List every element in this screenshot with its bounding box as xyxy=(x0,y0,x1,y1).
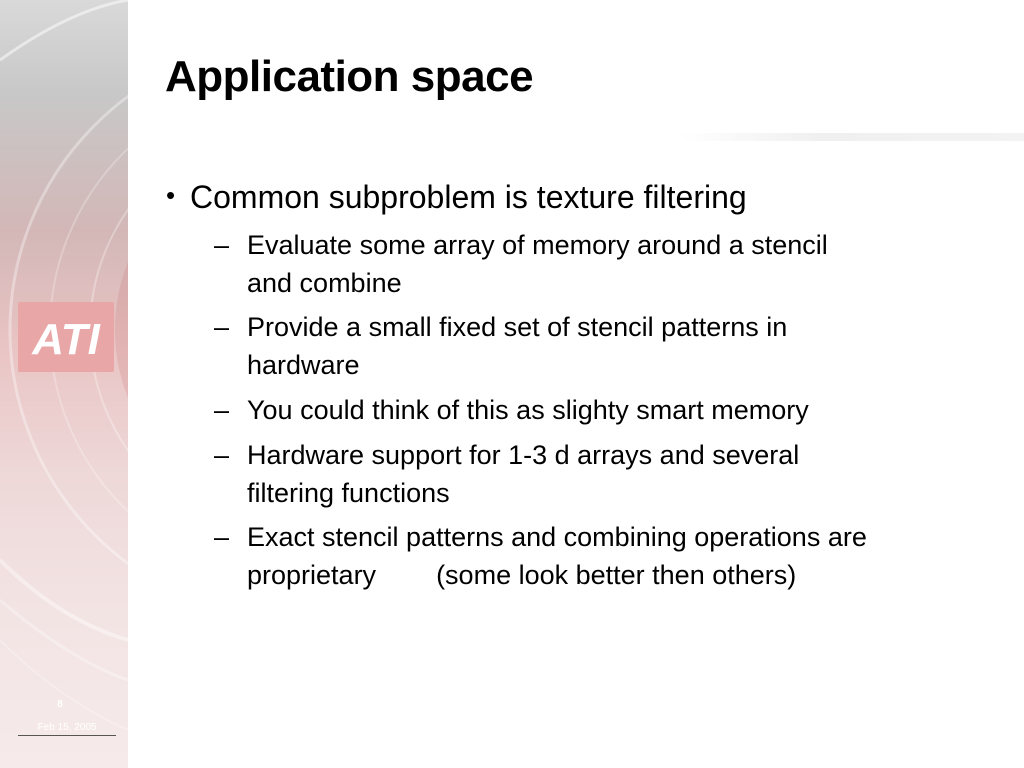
sub-item-dash: – xyxy=(214,440,230,470)
sub-item-line: Exact stencil patterns and combining operations are xyxy=(247,522,867,552)
sub-item xyxy=(247,436,977,512)
sub-item-line: Evaluate some array of memory around a stencil xyxy=(247,230,828,260)
slide-date: Feb 15, 2005 xyxy=(18,722,116,736)
sub-item-line: and combine xyxy=(247,268,402,298)
sub-item-line: Provide a small fixed set of stencil patterns in xyxy=(247,312,788,342)
svg-text:ATI: ATI xyxy=(32,315,100,364)
sub-item xyxy=(247,226,977,302)
sub-item-dash: – xyxy=(214,395,230,425)
sub-item xyxy=(247,391,977,429)
bullet-text: Common subproblem is texture filtering xyxy=(190,179,747,215)
slide-number: 8 xyxy=(57,699,63,710)
bullet-marker: • xyxy=(166,180,176,210)
sub-item-line: filtering functions xyxy=(247,478,450,508)
sub-item-dash: – xyxy=(214,312,230,342)
sub-item-line: hardware xyxy=(247,350,360,380)
sub-item-line: You could think of this as slighty smart memory xyxy=(247,395,809,425)
sub-item xyxy=(247,308,977,384)
sub-item-line: Hardware support for 1-3 d arrays and several xyxy=(247,440,800,470)
slide-title: Application space xyxy=(165,52,534,101)
sub-item-dash: – xyxy=(214,522,230,552)
sub-item-dash: – xyxy=(214,230,230,260)
sub-item-line: proprietary (some look better then others) xyxy=(247,560,797,590)
sub-item xyxy=(247,518,977,594)
